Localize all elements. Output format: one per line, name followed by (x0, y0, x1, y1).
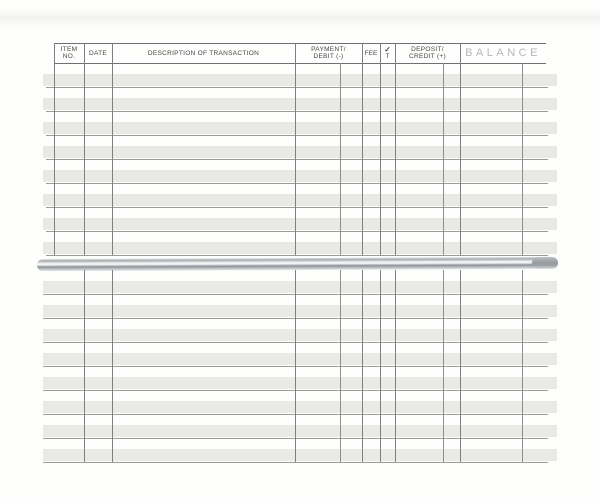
row-rule (46, 231, 548, 232)
row-stripe (43, 122, 557, 134)
header-item-no-line1: ITEM (60, 46, 78, 53)
column-rule (362, 270, 363, 462)
column-rule (295, 43, 296, 255)
column-rule (84, 43, 85, 255)
row-rule (46, 255, 548, 256)
row-stripe (43, 242, 557, 254)
column-rule (460, 270, 461, 462)
row-stripe (43, 353, 557, 365)
column-rule (460, 43, 461, 255)
row-stripe (43, 425, 557, 437)
column-rule (295, 270, 296, 462)
row-stripe (43, 401, 557, 413)
header-check-letter: T (385, 53, 390, 60)
header-check-t (380, 43, 395, 63)
row-rule (46, 159, 548, 160)
binding-end-cap (532, 257, 558, 269)
row-rule (46, 183, 548, 184)
cents-divider-rule (522, 270, 523, 462)
cents-divider-rule (443, 270, 444, 462)
column-rule (395, 43, 396, 255)
row-rule (46, 135, 548, 136)
cents-divider-rule (522, 63, 523, 255)
row-stripe (43, 98, 557, 110)
checkmark-icon: ✓ (384, 45, 391, 54)
header-payment-debit: PAYMENT/ DEBIT (-) (311, 46, 346, 60)
row-stripe (43, 449, 557, 461)
column-rule (380, 270, 381, 462)
header-item-no-line2: NO. (62, 53, 76, 60)
header-item-no (54, 43, 84, 63)
header-top-rule (54, 43, 546, 44)
spiral-binding-bar (37, 257, 558, 271)
row-stripe (43, 305, 557, 317)
header-bottom-rule (54, 63, 546, 64)
header-deposit-credit: DEPOSIT/ CREDIT (+) (408, 46, 446, 60)
header-fee: FEE (364, 49, 378, 57)
column-rule (380, 43, 381, 255)
row-stripe (43, 170, 557, 182)
cents-divider-rule (443, 63, 444, 255)
cents-divider-rule (340, 270, 341, 462)
column-rule (112, 270, 113, 462)
header-description: DESCRIPTION OF TRANSACTION (147, 49, 260, 57)
cents-divider-rule (340, 63, 341, 255)
column-rule (54, 43, 55, 255)
column-rule (112, 43, 113, 255)
row-rule (46, 207, 548, 208)
row-stripe (43, 281, 557, 293)
column-rule (84, 270, 85, 462)
row-stripe (43, 146, 557, 158)
row-rule (46, 87, 548, 88)
row-stripe (43, 194, 557, 206)
scan-artifact-smudge (0, 8, 600, 30)
row-stripe (43, 377, 557, 389)
row-stripe (43, 74, 557, 86)
row-rule (43, 462, 548, 463)
header-date: DATE (88, 49, 108, 57)
row-rule (46, 111, 548, 112)
column-rule (362, 43, 363, 255)
column-rule (395, 270, 396, 462)
row-stripe (43, 329, 557, 341)
header-balance: BALANCE (465, 47, 541, 59)
row-stripe (43, 218, 557, 230)
